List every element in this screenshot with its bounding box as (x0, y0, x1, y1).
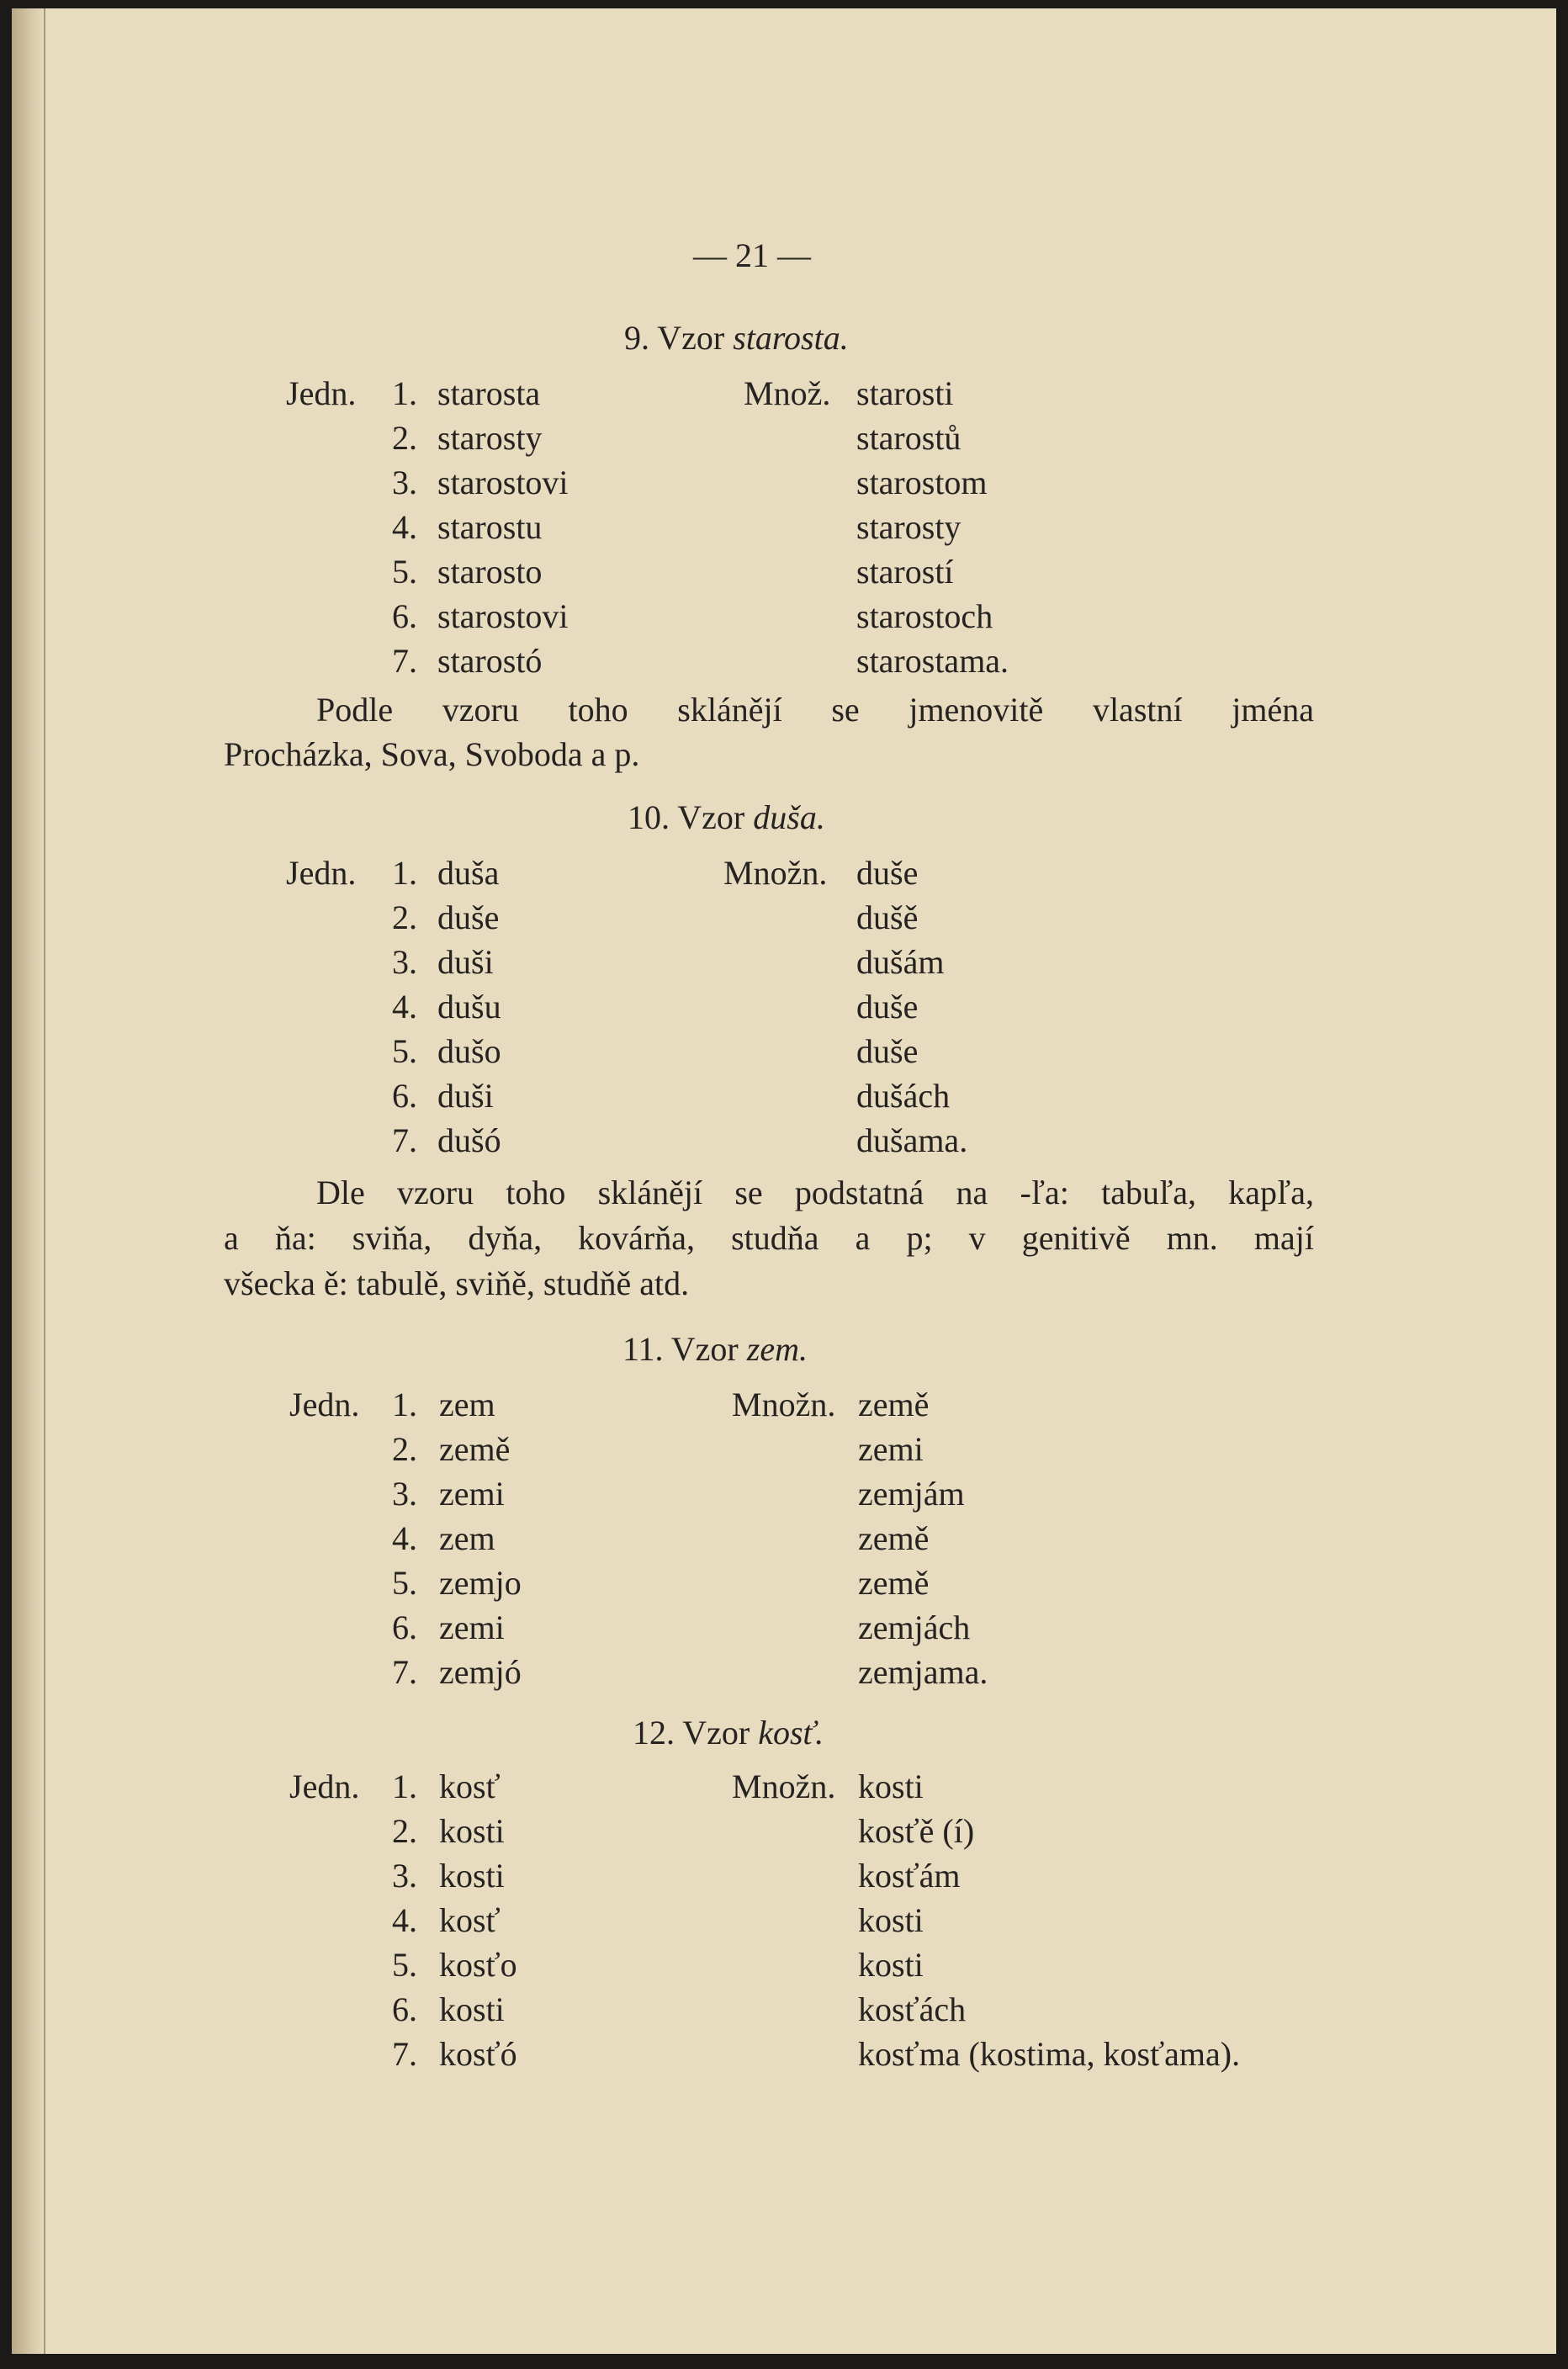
plural-form: zemjách (858, 1608, 971, 1646)
heading-word: zem. (746, 1330, 808, 1368)
singular-label: Jedn. (286, 374, 357, 412)
heading-word: starosta. (733, 319, 849, 357)
case-number: 1. (392, 1386, 417, 1423)
singular-form: zem (439, 1386, 495, 1423)
plural-form: dušám (856, 943, 945, 981)
singular-form: starostu (437, 508, 543, 546)
heading-word: kosť. (758, 1714, 824, 1752)
singular-form: starosty (437, 419, 543, 457)
plural-form: země (858, 1386, 930, 1423)
page-content (12, 8, 1556, 2354)
page-number: — 21 — (693, 236, 811, 274)
plural-form: kosťách (858, 1990, 967, 2028)
plural-form: dušama. (856, 1121, 968, 1159)
singular-form: duša (437, 854, 500, 892)
plural-label: Množn. (723, 854, 828, 892)
case-number: 3. (392, 1857, 417, 1895)
singular-form: kosťo (439, 1946, 517, 1984)
case-number: 4. (392, 1519, 417, 1557)
case-number: 6. (392, 597, 417, 635)
singular-form: dušo (437, 1032, 501, 1070)
plural-form: zemi (858, 1430, 924, 1468)
case-number: 1. (392, 854, 417, 892)
plural-form: zemjama. (858, 1653, 988, 1691)
singular-form: země (439, 1430, 511, 1468)
case-number: 5. (392, 553, 417, 591)
singular-form: starosto (437, 553, 543, 591)
singular-form: dušó (437, 1121, 501, 1159)
case-number: 4. (392, 1901, 417, 1939)
plural-form: kosti (858, 1767, 924, 1805)
heading-number: 11. Vzor (622, 1330, 747, 1368)
plural-form: kosťě (í) (858, 1812, 975, 1850)
plural-label: Množn. (732, 1767, 836, 1805)
singular-form: zemjó (439, 1653, 522, 1691)
plural-form: duše (856, 1032, 919, 1070)
singular-form: kosť (439, 1901, 501, 1939)
heading-word: duša. (753, 798, 825, 836)
singular-form: kosti (439, 1812, 505, 1850)
plural-form: starostama. (856, 642, 1009, 680)
plural-form: země (858, 1564, 930, 1602)
plural-label: Množ. (744, 374, 831, 412)
singular-form: starostovi (437, 464, 569, 501)
plural-form: starostom (856, 464, 988, 501)
plural-form: země (858, 1519, 930, 1557)
singular-form: kosti (439, 1857, 505, 1895)
case-number: 7. (392, 1653, 417, 1691)
plural-form: duše (856, 988, 919, 1026)
singular-form: kosťó (439, 2035, 517, 2073)
plural-form: kosti (858, 1946, 924, 1984)
case-number: 5. (392, 1564, 417, 1602)
singular-form: starostovi (437, 597, 569, 635)
note-line: všecka ě: tabulě, sviňě, studňě atd. (224, 1264, 690, 1302)
singular-form: duši (437, 943, 494, 981)
case-number: 2. (392, 1430, 417, 1468)
case-number: 5. (392, 1946, 417, 1984)
heading-number: 10. Vzor (628, 798, 754, 836)
singular-form: zemi (439, 1608, 505, 1646)
case-number: 2. (392, 419, 417, 457)
note-line: a ňa: sviňa, dyňa, kovárňa, studňa a p; v genitivě mn. mají (224, 1219, 1314, 1257)
singular-form: dušu (437, 988, 501, 1026)
case-number: 6. (392, 1608, 417, 1646)
case-number: 3. (392, 943, 417, 981)
heading-number: 9. Vzor (624, 319, 734, 357)
singular-form: zemi (439, 1475, 505, 1513)
plural-form: starosty (856, 508, 961, 546)
plural-form: dušách (856, 1077, 951, 1115)
plural-form: kosťma (kostima, kosťama). (858, 2035, 1241, 2073)
plural-form: kosti (858, 1901, 924, 1939)
case-number: 1. (392, 374, 417, 412)
plural-form: starostí (856, 553, 954, 591)
note-line: Dle vzoru toho sklánějí se podstatná na -ľa: tabuľa, kapľa, (316, 1174, 1314, 1211)
singular-form: kosti (439, 1990, 505, 2028)
heading-number: 12. Vzor (633, 1714, 759, 1752)
case-number: 3. (392, 464, 417, 501)
case-number: 4. (392, 988, 417, 1026)
plural-form: starostoch (856, 597, 993, 635)
singular-form: duše (437, 898, 500, 936)
note-line: Procházka, Sova, Svoboda a p. (224, 735, 640, 773)
section-heading (622, 1329, 808, 1370)
singular-label: Jedn. (286, 854, 357, 892)
singular-form: zem (439, 1519, 495, 1557)
singular-form: duši (437, 1077, 494, 1115)
plural-form: starosti (856, 374, 954, 412)
singular-form: starostó (437, 642, 543, 680)
case-number: 7. (392, 642, 417, 680)
case-number: 6. (392, 1077, 417, 1115)
singular-form: kosť (439, 1767, 501, 1805)
book-page (12, 8, 1556, 2354)
plural-label: Množn. (732, 1386, 836, 1423)
case-number: 7. (392, 1121, 417, 1159)
case-number: 1. (392, 1767, 417, 1805)
singular-form: zemjo (439, 1564, 522, 1602)
singular-label: Jedn. (289, 1386, 360, 1423)
section-heading (624, 318, 849, 358)
plural-form: starostů (856, 419, 961, 457)
case-number: 4. (392, 508, 417, 546)
plural-form: duše (856, 854, 919, 892)
case-number: 2. (392, 1812, 417, 1850)
section-heading (628, 798, 825, 838)
case-number: 7. (392, 2035, 417, 2073)
note-line: Podle vzoru toho sklánějí se jmenovitě vlastní jména (316, 691, 1314, 729)
singular-form: starosta (437, 374, 541, 412)
singular-label: Jedn. (289, 1767, 360, 1805)
case-number: 5. (392, 1032, 417, 1070)
plural-form: zemjám (858, 1475, 965, 1513)
plural-form: kosťám (858, 1857, 961, 1895)
plural-form: dušě (856, 898, 919, 936)
case-number: 2. (392, 898, 417, 936)
section-heading (633, 1713, 824, 1753)
case-number: 3. (392, 1475, 417, 1513)
case-number: 6. (392, 1990, 417, 2028)
